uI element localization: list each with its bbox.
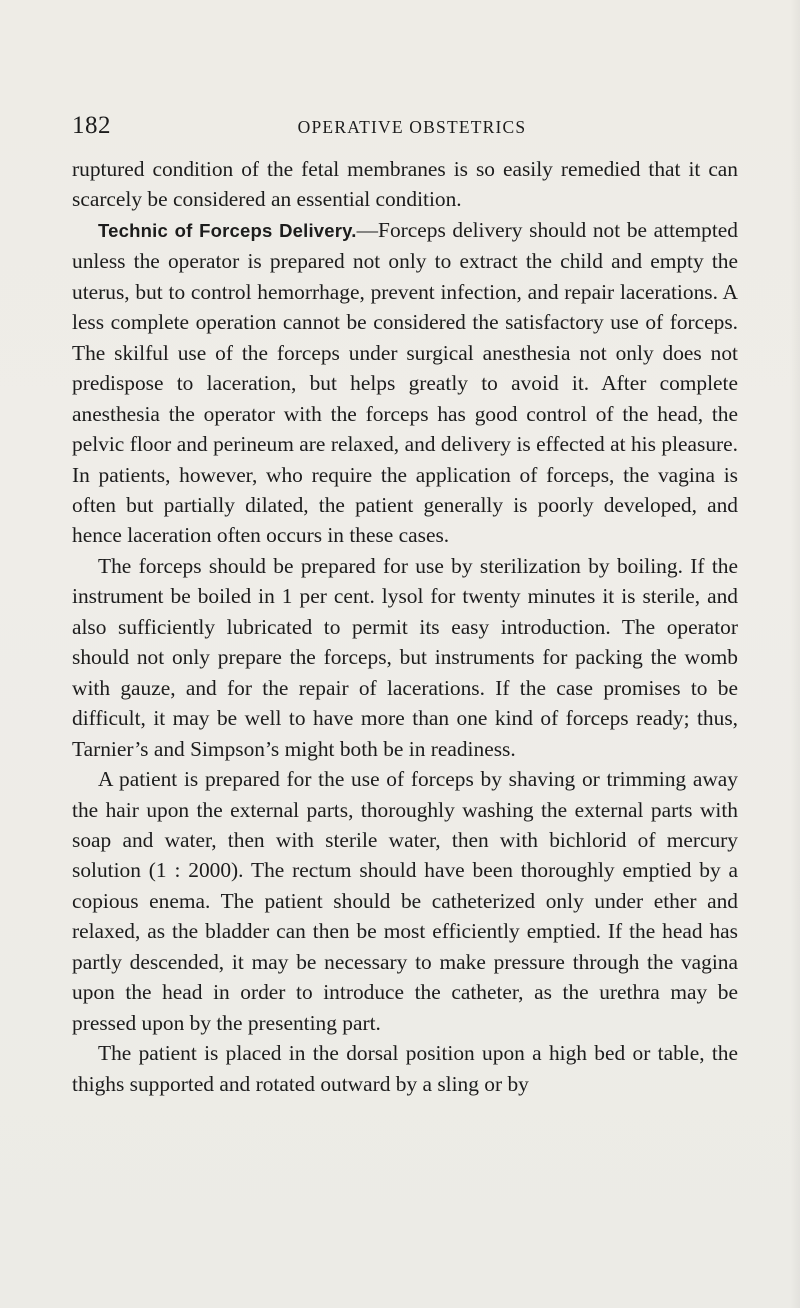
page-number: 182 bbox=[72, 112, 111, 139]
paragraph-text: The patient is placed in the dorsal position upon a high bed or table, the thighs supported and rotated outward by a sling or by bbox=[72, 1041, 738, 1096]
paragraph-technic bbox=[72, 215, 738, 551]
section-heading: Technic of Forceps Delivery. bbox=[98, 219, 357, 241]
paragraph-text: The forceps should be prepared for use by sterilization by boiling. If the instrument be boiled in 1 per cent. lysol for twenty minutes it is sterile, and also sufficiently lubricated to permit its easy introduction. The operator should not only prepare the forceps, but instruments for packing the womb with gauze, and for the repair of lacerations. If the case promises to be difficult, it may be well to have more than one kind of forceps ready; thus, Tarnier’s and Simpson’s might both be in readiness. bbox=[72, 553, 738, 761]
paragraph-text: —Forceps delivery should not be attempted unless the operator is prepared not only to extract the child and empty the uterus, but to control hemorrhage, prevent infection, and repair lacerations. A less complete operation cannot be considered the satisfactory use of forceps. The skilful use of the forceps under surgical anesthesia not only does not predispose to laceration, but helps greatly to avoid it. After complete anesthesia the operator with the forceps has good control of the head, the pelvic floor and perineum are relaxed, and delivery is effected at his pleasure. In patients, however, who require the application of forceps, the vagina is often but partially dilated, the patient generally is poorly developed, and hence laceration often occurs in these cases. bbox=[72, 217, 738, 548]
page-edge-shadow bbox=[790, 0, 800, 1308]
paragraph-continued bbox=[72, 154, 738, 215]
paragraph-text: ruptured condition of the fetal membranes is so easily remedied that it can scarcely be considered an essential condition. bbox=[72, 157, 738, 212]
paragraph-text: A patient is prepared for the use of forceps by shaving or trimming away the hair upon the external parts, thoroughly washing the external parts with soap and water, then with sterile water, then with bichlorid of mercury solution (1 : 2000). The rectum should have been thoroughly emptied by a copious enema. The patient should be catheterized only under ether and relaxed, as the bladder can then be most efficiently emptied. If the head has partly descended, it may be necessary to make pressure through the vagina upon the head in order to introduce the catheter, as the urethra may be pressed upon by the presenting part. bbox=[72, 767, 738, 1035]
paragraph-patient-preparation bbox=[72, 764, 738, 1038]
body-text bbox=[72, 154, 738, 1099]
running-header bbox=[72, 112, 732, 142]
paragraph-position bbox=[72, 1038, 738, 1099]
paragraph-sterilization bbox=[72, 551, 738, 764]
running-title: OPERATIVE OBSTETRICS bbox=[297, 117, 527, 137]
